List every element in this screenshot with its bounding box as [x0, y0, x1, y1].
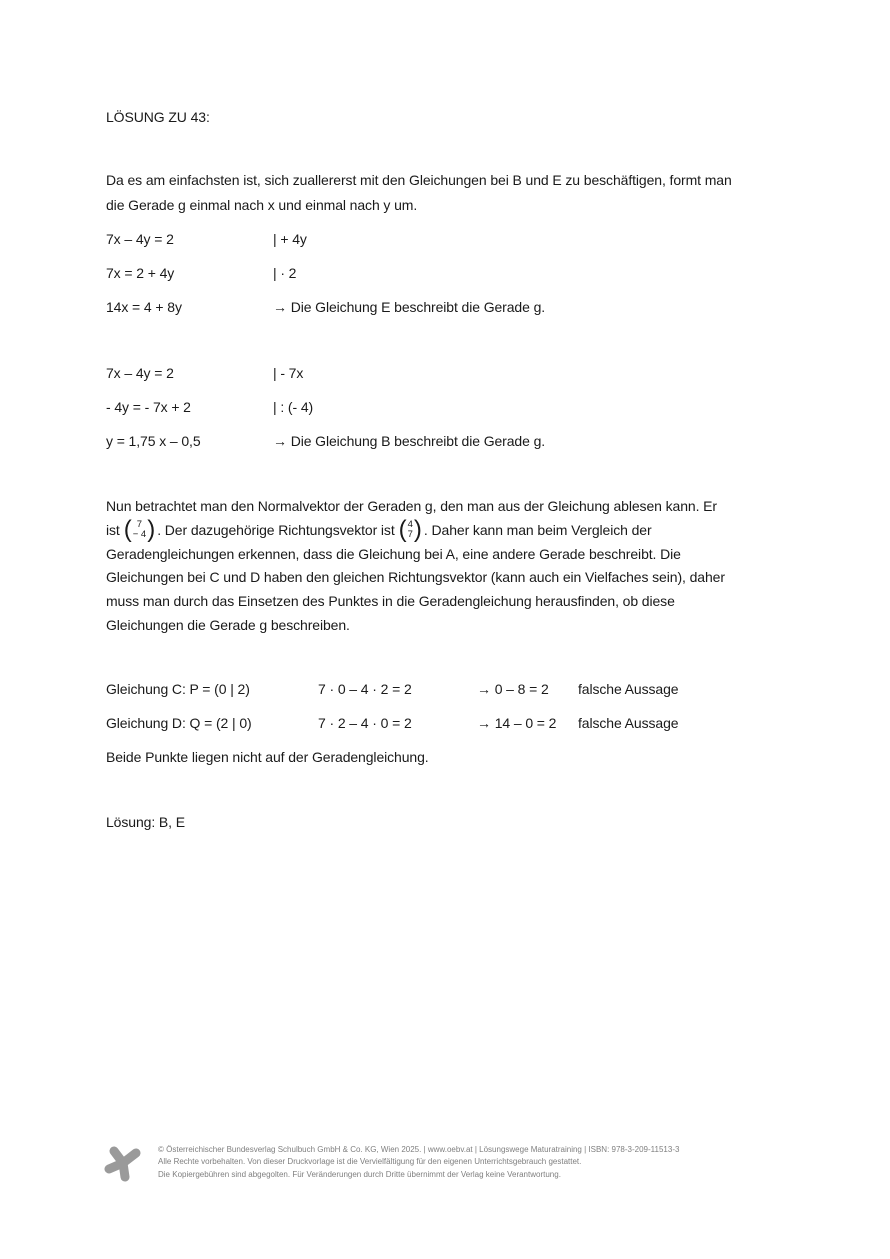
equation-row — [106, 390, 545, 424]
equation-block-e — [106, 222, 545, 324]
direction-vector-y: 7 — [407, 528, 413, 540]
equation-row — [106, 222, 545, 256]
equation-row — [106, 356, 545, 390]
check-substitution: 7 · 2 – 4 · 0 = 2 — [318, 715, 412, 731]
normal-vector — [123, 515, 156, 543]
solution-line: Lösung: B, E — [106, 814, 185, 830]
footer-line-1: © Österreichischer Bundesverlag Schulbuch GmbH & Co. KG, Wien 2025. | www.oebv.at | Lösungswege Maturatraining | ISBN: 978-3-209-11513-3 — [158, 1145, 680, 1154]
equation-operation: | · 2 — [273, 265, 297, 281]
equation-left: y = 1,75 x – 0,5 — [106, 433, 201, 449]
direction-vector-components — [407, 520, 414, 539]
equation-result: → Die Gleichung E beschreibt die Gerade g. — [273, 299, 546, 315]
publisher-logo-icon — [103, 1142, 143, 1182]
check-substitution: 7 · 0 – 4 · 2 = 2 — [318, 681, 412, 697]
equation-row — [106, 424, 545, 458]
direction-vector — [398, 515, 422, 543]
check-conclusion: Beide Punkte liegen nicht auf der Geradengleichung. — [106, 749, 429, 765]
equation-left: 7x – 4y = 2 — [106, 365, 174, 381]
normal-vector-components — [132, 520, 147, 539]
equation-operation: | - 7x — [273, 365, 304, 381]
footer-line-2: Alle Rechte vorbehalten. Von dieser Druckvorlage ist die Vervielfältigung für den eigenen Unterrichtsgebrauch gestattet. — [158, 1157, 582, 1167]
equation-left: 7x = 2 + 4y — [106, 265, 175, 281]
page-title: LÖSUNG ZU 43: — [106, 109, 210, 125]
footer-copyright — [158, 1144, 679, 1181]
intro-line-2: die Gerade g einmal nach x und einmal nach y um. — [106, 196, 418, 213]
line2-mid-text: . Der dazugehörige Richtungsvektor ist — [157, 521, 395, 538]
check-label: Gleichung C: P = (0 | 2) — [106, 681, 250, 697]
paren-open: ( — [398, 515, 407, 543]
vector-paragraph-line-6: Gleichungen die Gerade g beschreiben. — [106, 616, 350, 633]
equation-operation: | : (- 4) — [273, 399, 314, 415]
normal-vector-y: − 4 — [132, 528, 147, 540]
paren-close: ) — [147, 515, 156, 543]
intro-line-1: Da es am einfachsten ist, sich zuallererst mit den Gleichungen bei B und E zu beschäftigen, formt man — [106, 172, 732, 188]
equation-operation: | + 4y — [273, 231, 307, 247]
intro-paragraph — [106, 168, 732, 217]
equation-left: 14x = 4 + 8y — [106, 299, 182, 315]
vector-paragraph-line-1: Nun betrachtet man den Normalvektor der Geraden g, den man aus der Gleichung ablesen kann. Er — [106, 498, 717, 514]
vector-paragraph — [106, 495, 725, 638]
paren-open: ( — [123, 515, 132, 543]
normal-vector-x: 7 — [136, 519, 143, 531]
point-check-row-d — [106, 706, 678, 740]
vector-paragraph-line-2 — [106, 515, 725, 543]
equation-row — [106, 256, 545, 290]
vector-paragraph-line-5: muss man durch das Einsetzen des Punktes in die Geradengleichung herausfinden, ob diese — [106, 593, 675, 610]
vector-paragraph-line-3: Geradengleichungen erkennen, dass die Gleichung bei A, eine andere Gerade beschreibt. Die — [106, 545, 681, 562]
equation-block-b — [106, 356, 545, 458]
equation-left: 7x – 4y = 2 — [106, 231, 174, 247]
equation-result: → Die Gleichung B beschreibt die Gerade g. — [273, 433, 546, 449]
footer-line-3: Die Kopiergebühren sind abgegolten. Für Veränderungen durch Dritte übernimmt der Verlag keine Verantwortung. — [158, 1169, 561, 1179]
point-check-row-c — [106, 672, 678, 706]
check-label: Gleichung D: Q = (2 | 0) — [106, 715, 252, 731]
line2-post-text: . Daher kann man beim Vergleich der — [423, 521, 652, 538]
equation-row — [106, 290, 545, 324]
equation-left: - 4y = - 7x + 2 — [106, 399, 191, 415]
check-verdict: falsche Aussage — [578, 681, 679, 697]
check-verdict: falsche Aussage — [578, 715, 679, 731]
paren-close: ) — [413, 515, 422, 543]
check-result: → 14 – 0 = 2 — [477, 715, 557, 731]
vector-paragraph-line-4: Gleichungen bei C und D haben den gleichen Richtungsvektor (kann auch ein Vielfaches sein), daher — [106, 569, 725, 586]
direction-vector-x: 4 — [407, 519, 413, 531]
line2-pre-text: ist — [106, 521, 120, 538]
check-result: → 0 – 8 = 2 — [477, 681, 549, 697]
point-check-table — [106, 672, 678, 774]
